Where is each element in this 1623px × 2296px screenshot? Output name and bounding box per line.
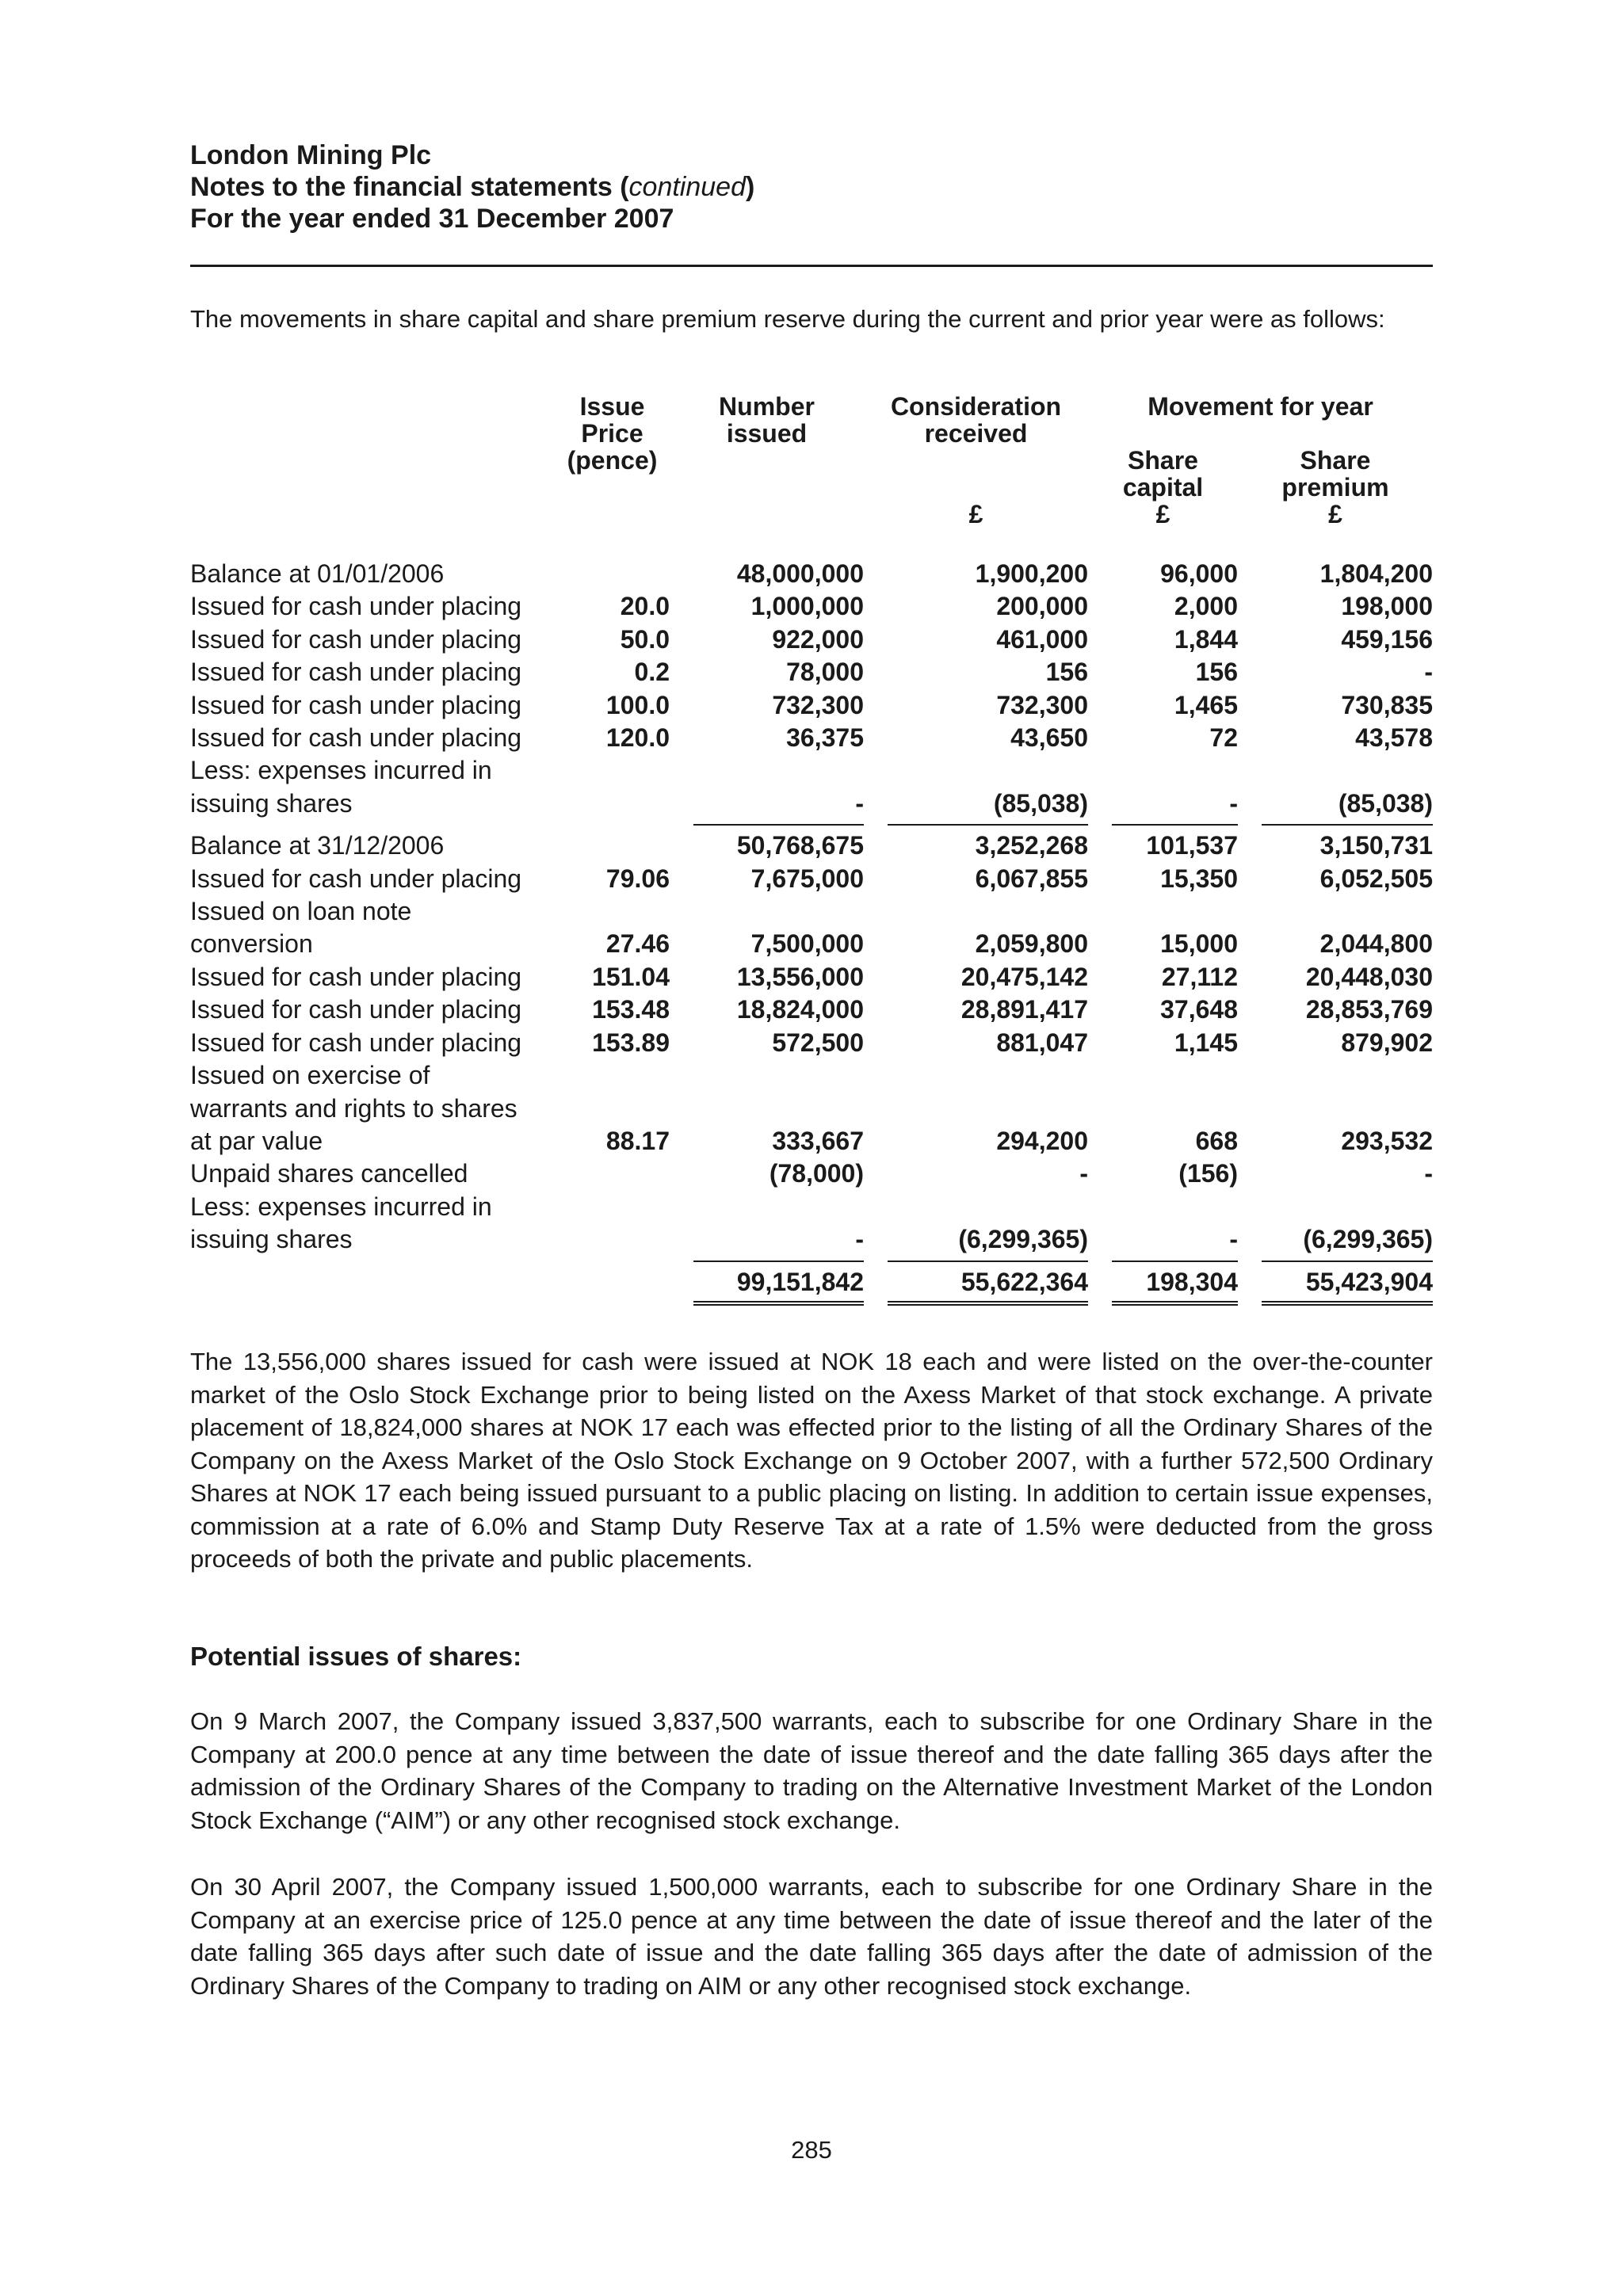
- cell-capital: 96,000: [1160, 559, 1238, 588]
- cell-consideration: 3,252,268: [975, 831, 1088, 860]
- table-row: [190, 830, 1433, 862]
- warrants-paragraph-2: On 30 April 2007, the Company issued 1,500,000 warrants, each to subscribe for one Ordinary Share in the Company at an exercise price of 125.0 pence at any time between the date of issue thereof and the later of the date falling 365 days after such date of issue and the date falling 365 days after the date of admission of the Ordinary Shares of the Company to trading on AIM or any other recognised stock exchange.: [190, 1873, 1433, 2000]
- row-label: Issued for cash under placing: [190, 723, 522, 753]
- cell-premium: (85,038): [1338, 788, 1433, 818]
- table-row: [190, 863, 1433, 895]
- placement-paragraph: The 13,556,000 shares issued for cash were issued at NOK 18 each and were listed on the over-the-counter market of the Oslo Stock Exchange prior to being listed on the Axess Market of that stock exchange. A private placement of 18,824,000 shares at NOK 17 each was effected prior to the listing of all the Ordinary Shares of the Company on the Axess Market of the Oslo Stock Exchange on 9 October 2007, with a further 572,500 Ordinary Shares at NOK 17 each being issued pursuant to a public placing on listing. In addition to certain issue expenses, commission at a rate of 6.0% and Stamp Duty Reserve Tax at a rate of 1.5% were deducted from the gross proceeds of both the private and public placements.: [190, 1348, 1433, 1573]
- table-row: [190, 895, 1433, 928]
- total-rule: [190, 1299, 1433, 1308]
- total-rule: [190, 1257, 1433, 1266]
- cell-capital: 37,648: [1160, 995, 1238, 1024]
- cell-price: 100.0: [605, 690, 670, 719]
- cell-capital: 27,112: [1161, 962, 1238, 991]
- cell-premium: 3,150,731: [1319, 831, 1433, 860]
- row-label: Unpaid shares cancelled: [190, 1159, 468, 1188]
- header-consideration-unit: £: [968, 500, 983, 528]
- cell-capital: -: [1229, 788, 1238, 818]
- cell-price: [555, 895, 670, 928]
- intro-paragraph: The movements in share capital and share premium reserve during the current and prior year were as follows:: [190, 305, 1385, 333]
- table-row: [190, 1125, 1433, 1158]
- cell-premium: [1238, 754, 1433, 787]
- header-movement: Movement for year: [1148, 392, 1373, 421]
- cell-capital: 15,350: [1160, 864, 1238, 893]
- row-label: Less: expenses incurred in: [190, 1192, 492, 1221]
- table-row: [190, 1093, 1433, 1125]
- row-label: Issued for cash under placing: [190, 1028, 522, 1057]
- cell-price: 151.04: [592, 962, 670, 991]
- cell-consideration: 200,000: [996, 592, 1088, 621]
- row-label: Issued on exercise of: [190, 1061, 430, 1090]
- cell-capital: 1,465: [1174, 690, 1238, 719]
- cell-number: 732,300: [772, 690, 864, 719]
- table-row: [190, 788, 1433, 820]
- row-label: Issued for cash under placing: [190, 995, 522, 1024]
- cell-number: 48,000,000: [736, 559, 864, 588]
- header-issue-price: Price: [581, 419, 643, 448]
- cell-premium: 198,000: [1341, 592, 1433, 621]
- cell-number: 333,667: [772, 1126, 864, 1155]
- cell-consideration: [864, 754, 1088, 787]
- cell-capital: 2,000: [1174, 592, 1238, 621]
- period-title: For the year ended 31 December 2007: [190, 204, 674, 234]
- header-consideration: received: [924, 419, 1028, 448]
- header-share-capital: Share: [1128, 446, 1198, 475]
- cell-consideration: 43,650: [1010, 723, 1088, 753]
- cell-number: -: [855, 788, 864, 818]
- cell-capital: 15,000: [1160, 929, 1238, 959]
- table-row: [190, 558, 1433, 590]
- header-share-capital: capital: [1122, 473, 1204, 502]
- cell-premium: 6,052,505: [1319, 864, 1433, 893]
- cell-price: 153.89: [592, 1028, 670, 1057]
- table-row: [190, 1059, 1433, 1092]
- cell-capital: [1088, 895, 1238, 928]
- header-number-issued: Number: [719, 392, 815, 421]
- cell-premium: 1,804,200: [1319, 559, 1433, 588]
- cell-price: [555, 1059, 670, 1092]
- cell-consideration: 294,200: [996, 1126, 1088, 1155]
- row-label: Balance at 31/12/2006: [190, 831, 445, 860]
- cell-price: [555, 830, 670, 862]
- cell-consideration: [864, 895, 1088, 928]
- cell-price: [555, 788, 670, 820]
- cell-premium: 28,853,769: [1305, 995, 1433, 1024]
- cell-number: [670, 895, 864, 928]
- cell-consideration: (6,299,365): [958, 1225, 1088, 1254]
- header-share-premium-unit: £: [1328, 500, 1342, 528]
- cell-consideration: [864, 1191, 1088, 1223]
- row-label: Balance at 01/01/2006: [190, 559, 445, 588]
- table-row: [190, 722, 1433, 754]
- cell-number: [670, 1191, 864, 1223]
- cell-number: [670, 754, 864, 787]
- cell-premium: 293,532: [1341, 1126, 1433, 1155]
- cell-number: 36,375: [786, 723, 864, 753]
- cell-capital: 1,844: [1174, 624, 1238, 654]
- total-capital: 198,304: [1146, 1267, 1238, 1296]
- row-label: Issued for cash under placing: [190, 624, 522, 654]
- cell-capital: [1088, 1191, 1238, 1223]
- cell-price: [555, 1158, 670, 1190]
- cell-number: (78,000): [769, 1159, 864, 1188]
- row-label: at par value: [190, 1126, 323, 1155]
- potential-issues-heading: Potential issues of shares:: [190, 1642, 522, 1671]
- cell-number: 50,768,675: [736, 831, 864, 860]
- page-number: 285: [791, 2136, 832, 2164]
- cell-price: 50.0: [620, 624, 670, 654]
- cell-premium: 43,578: [1355, 723, 1433, 753]
- cell-premium: -: [1424, 658, 1433, 687]
- row-label: Less: expenses incurred in: [190, 756, 492, 785]
- cell-premium: 730,835: [1341, 690, 1433, 719]
- header-rule: [190, 265, 1433, 267]
- header-share-capital-unit: £: [1155, 500, 1170, 528]
- header-share-premium: Share: [1300, 446, 1371, 475]
- cell-number: 7,500,000: [750, 929, 864, 959]
- table-row: [190, 689, 1433, 722]
- table-row: [190, 1027, 1433, 1059]
- row-label: issuing shares: [190, 788, 353, 818]
- cell-premium: (6,299,365): [1303, 1225, 1433, 1254]
- table-row: [190, 656, 1433, 688]
- cell-consideration: 2,059,800: [975, 929, 1088, 959]
- header-share-premium: premium: [1281, 473, 1389, 502]
- cell-premium: [1238, 1059, 1433, 1092]
- cell-price: [555, 1191, 670, 1223]
- cell-number: 1,000,000: [750, 592, 864, 621]
- cell-capital: 156: [1195, 658, 1238, 687]
- table-row: [190, 961, 1433, 994]
- cell-price: [555, 754, 670, 787]
- cell-consideration: [864, 1059, 1088, 1092]
- row-label: Issued for cash under placing: [190, 962, 522, 991]
- cell-consideration: 20,475,142: [960, 962, 1088, 991]
- share-movements-table: [190, 393, 1433, 1308]
- cell-consideration: 156: [1045, 658, 1088, 687]
- cell-consideration: 1,900,200: [975, 559, 1088, 588]
- row-label: Issued for cash under placing: [190, 690, 522, 719]
- cell-capital: (156): [1178, 1159, 1238, 1188]
- cell-capital: [1088, 1059, 1238, 1092]
- table-row: [190, 994, 1433, 1026]
- row-label: Issued for cash under placing: [190, 658, 522, 687]
- cell-number: [670, 1093, 864, 1125]
- cell-capital: 72: [1209, 723, 1238, 753]
- row-label: issuing shares: [190, 1225, 353, 1254]
- cell-price: [555, 1093, 670, 1125]
- cell-premium: [1238, 1093, 1433, 1125]
- row-label: Issued on loan note: [190, 897, 412, 926]
- header-consideration: Consideration: [890, 392, 1062, 421]
- table-row: [190, 590, 1433, 623]
- cell-number: 572,500: [772, 1028, 864, 1057]
- cell-consideration: 881,047: [996, 1028, 1088, 1057]
- cell-price: [555, 1223, 670, 1256]
- cell-capital: 101,537: [1146, 831, 1238, 860]
- row-label: warrants and rights to shares: [190, 1093, 517, 1123]
- total-rule: [190, 820, 1433, 830]
- cell-price: 153.48: [592, 995, 670, 1024]
- cell-premium: [1238, 1191, 1433, 1223]
- cell-capital: -: [1229, 1225, 1238, 1254]
- cell-premium: [1238, 895, 1433, 928]
- notes-title: Notes to the financial statements (continued): [190, 172, 755, 202]
- total-consideration: 55,622,364: [960, 1267, 1088, 1296]
- cell-price: 0.2: [634, 658, 670, 687]
- cell-consideration: 6,067,855: [975, 864, 1088, 893]
- cell-price: 79.06: [605, 864, 670, 893]
- cell-consideration: [864, 1093, 1088, 1125]
- table-row: [190, 1191, 1433, 1223]
- cell-premium: 2,044,800: [1319, 929, 1433, 959]
- cell-price: 20.0: [620, 592, 670, 621]
- table-row: [190, 624, 1433, 656]
- page-header: [190, 139, 1433, 235]
- warrants-paragraph-1: On 9 March 2007, the Company issued 3,837,500 warrants, each to subscribe for one Ordinary Share in the Company at 200.0 pence at any time between the date of issue thereof and the date falling 365 days after the admission of the Ordinary Shares of the Company to trading on the Alternative Investment Market of the London Stock Exchange (“AIM”) or any other recognised stock exchange.: [190, 1707, 1433, 1834]
- cell-premium: -: [1424, 1159, 1433, 1188]
- header-issue-price: (pence): [567, 446, 658, 475]
- cell-capital: 668: [1195, 1126, 1238, 1155]
- total-number: 99,151,842: [736, 1267, 864, 1296]
- total-premium: 55,423,904: [1305, 1267, 1433, 1296]
- cell-number: 78,000: [786, 658, 864, 687]
- cell-number: 922,000: [772, 624, 864, 654]
- row-label: conversion: [190, 929, 313, 959]
- table-row: [190, 928, 1433, 960]
- cell-capital: 1,145: [1174, 1028, 1238, 1057]
- cell-consideration: 461,000: [996, 624, 1088, 654]
- cell-premium: 20,448,030: [1305, 962, 1433, 991]
- table-row: [190, 1158, 1433, 1190]
- header-number-issued: issued: [726, 419, 808, 448]
- table-row: [190, 1223, 1433, 1256]
- row-label: Issued for cash under placing: [190, 864, 522, 893]
- cell-number: 18,824,000: [736, 995, 864, 1024]
- cell-consideration: -: [1079, 1159, 1088, 1188]
- cell-number: 7,675,000: [750, 864, 864, 893]
- cell-consideration: 28,891,417: [960, 995, 1088, 1024]
- cell-number: 13,556,000: [736, 962, 864, 991]
- cell-consideration: 732,300: [996, 690, 1088, 719]
- row-label: Issued for cash under placing: [190, 592, 522, 621]
- cell-capital: [1088, 1093, 1238, 1125]
- cell-price: 120.0: [605, 723, 670, 753]
- cell-price: [555, 558, 670, 590]
- cell-premium: 879,902: [1341, 1028, 1433, 1057]
- company-name: London Mining Plc: [190, 140, 432, 170]
- cell-price: 27.46: [605, 929, 670, 959]
- cell-capital: [1088, 754, 1238, 787]
- cell-premium: 459,156: [1341, 624, 1433, 654]
- table-total-row: [190, 1266, 1433, 1299]
- header-issue-price: Issue: [579, 392, 645, 421]
- table-row: [190, 754, 1433, 787]
- cell-number: [670, 1059, 864, 1092]
- cell-number: -: [855, 1225, 864, 1254]
- cell-consideration: (85,038): [993, 788, 1088, 818]
- cell-price: 88.17: [605, 1126, 670, 1155]
